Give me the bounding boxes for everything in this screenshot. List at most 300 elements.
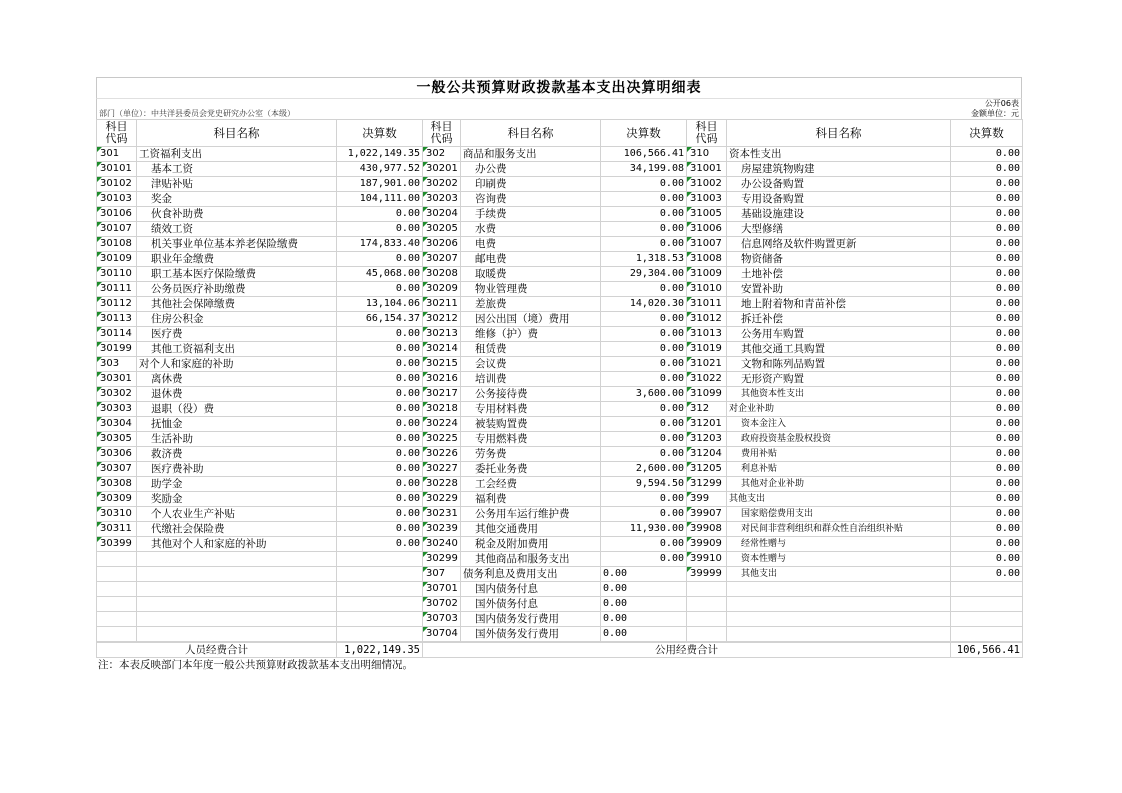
subject-name-2: 其他商品和服务支出 <box>461 552 601 567</box>
table-row <box>97 522 1023 537</box>
amount-1: 0.00 <box>337 357 423 372</box>
subject-name-3: 资本性赠与 <box>727 552 951 567</box>
amount-2: 0.00 <box>601 177 687 192</box>
amount-3: 0.00 <box>951 177 1023 192</box>
subject-code-1: 301 <box>97 147 137 162</box>
subject-code-1: 30110 <box>97 267 137 282</box>
table-row <box>97 537 1023 552</box>
subject-name-3 <box>727 627 951 642</box>
subject-code-1: 30103 <box>97 192 137 207</box>
amount-2: 0.00 <box>601 417 687 432</box>
amount-2: 0.00 <box>601 312 687 327</box>
subject-name-1: 公务员医疗补助缴费 <box>137 282 337 297</box>
subject-code-2: 30702 <box>423 597 461 612</box>
subject-name-3 <box>727 582 951 597</box>
header-code-2: 科目 代码 <box>423 120 461 147</box>
subject-name-3: 公务用车购置 <box>727 327 951 342</box>
subject-name-1: 伙食补助费 <box>137 207 337 222</box>
table-row <box>97 162 1023 177</box>
amount-1: 0.00 <box>337 222 423 237</box>
amount-1: 13,104.06 <box>337 297 423 312</box>
subject-name-2: 物业管理费 <box>461 282 601 297</box>
subject-code-2: 30240 <box>423 537 461 552</box>
subject-code-3: 31013 <box>687 327 727 342</box>
subject-code-1: 30304 <box>97 417 137 432</box>
table-row <box>97 177 1023 192</box>
table-row <box>97 372 1023 387</box>
subject-name-1 <box>137 612 337 627</box>
department-label: 部门（单位）：中共洋县委员会党史研究办公室（本级） <box>99 109 295 118</box>
header-name-2: 科目名称 <box>461 120 601 147</box>
subject-code-2: 30228 <box>423 477 461 492</box>
amount-3: 0.00 <box>951 507 1023 522</box>
table-row <box>97 282 1023 297</box>
subject-code-2: 30213 <box>423 327 461 342</box>
amount-1: 0.00 <box>337 462 423 477</box>
subject-code-1: 30106 <box>97 207 137 222</box>
personnel-total-value: 1,022,149.35 <box>337 643 423 658</box>
subject-name-3: 物资储备 <box>727 252 951 267</box>
subject-name-1 <box>137 582 337 597</box>
table-row <box>97 552 1023 567</box>
subject-name-3: 国家赔偿费用支出 <box>727 507 951 522</box>
subject-code-1: 30305 <box>97 432 137 447</box>
amount-1: 45,068.00 <box>337 267 423 282</box>
amount-1: 174,833.40 <box>337 237 423 252</box>
subject-code-2: 30704 <box>423 627 461 642</box>
subject-name-1: 对个人和家庭的补助 <box>137 357 337 372</box>
subject-code-1: 30309 <box>97 492 137 507</box>
subject-code-2: 307 <box>423 567 461 582</box>
header-name-3: 科目名称 <box>727 120 951 147</box>
amount-1: 187,901.00 <box>337 177 423 192</box>
amount-3: 0.00 <box>951 447 1023 462</box>
amount-1: 0.00 <box>337 282 423 297</box>
subject-name-2: 公务用车运行维护费 <box>461 507 601 522</box>
amount-1 <box>337 552 423 567</box>
subject-code-3 <box>687 627 727 642</box>
public-total-value: 106,566.41 <box>951 643 1023 658</box>
subject-name-2: 工会经费 <box>461 477 601 492</box>
amount-2: 2,600.00 <box>601 462 687 477</box>
amount-1: 66,154.37 <box>337 312 423 327</box>
table-row <box>97 297 1023 312</box>
table-row <box>97 402 1023 417</box>
subject-code-1 <box>97 597 137 612</box>
amount-3 <box>951 582 1023 597</box>
subject-name-1: 住房公积金 <box>137 312 337 327</box>
amount-1: 0.00 <box>337 252 423 267</box>
amount-3: 0.00 <box>951 237 1023 252</box>
subject-name-3: 利息补贴 <box>727 462 951 477</box>
amount-1: 0.00 <box>337 522 423 537</box>
subject-code-2: 30225 <box>423 432 461 447</box>
subject-code-1 <box>97 552 137 567</box>
subject-code-2: 30208 <box>423 267 461 282</box>
subject-code-1 <box>97 612 137 627</box>
subject-name-1: 工资福利支出 <box>137 147 337 162</box>
subject-code-2: 30204 <box>423 207 461 222</box>
report-sheet <box>96 77 1022 672</box>
amount-2: 0.00 <box>601 507 687 522</box>
table-row <box>97 222 1023 237</box>
subject-code-3: 31204 <box>687 447 727 462</box>
subject-name-3: 对企业补助 <box>727 402 951 417</box>
amount-3: 0.00 <box>951 162 1023 177</box>
subject-name-2: 差旅费 <box>461 297 601 312</box>
subject-name-2: 债务利息及费用支出 <box>461 567 601 582</box>
subject-name-3: 经常性赠与 <box>727 537 951 552</box>
subject-name-3: 大型修缮 <box>727 222 951 237</box>
amount-3: 0.00 <box>951 387 1023 402</box>
amount-1 <box>337 612 423 627</box>
subject-code-1: 30306 <box>97 447 137 462</box>
subject-code-1: 30111 <box>97 282 137 297</box>
table-row <box>97 477 1023 492</box>
subject-code-2: 30227 <box>423 462 461 477</box>
subject-code-3: 31003 <box>687 192 727 207</box>
subject-name-2: 印刷费 <box>461 177 601 192</box>
subject-name-2: 办公费 <box>461 162 601 177</box>
subject-name-2: 国外债务发行费用 <box>461 627 601 642</box>
subject-name-1 <box>137 552 337 567</box>
amount-2: 0.00 <box>601 222 687 237</box>
subject-name-2: 被装购置费 <box>461 417 601 432</box>
subject-code-2: 30229 <box>423 492 461 507</box>
subject-name-2: 劳务费 <box>461 447 601 462</box>
subject-code-1: 30108 <box>97 237 137 252</box>
subject-name-2: 福利费 <box>461 492 601 507</box>
amount-1: 104,111.00 <box>337 192 423 207</box>
subject-code-1: 30199 <box>97 342 137 357</box>
subject-name-3: 信息网络及软件购置更新 <box>727 237 951 252</box>
subject-code-1: 30109 <box>97 252 137 267</box>
subject-name-3: 其他资本性支出 <box>727 387 951 402</box>
subject-code-3: 31203 <box>687 432 727 447</box>
subject-code-3: 31010 <box>687 282 727 297</box>
subject-code-3: 39999 <box>687 567 727 582</box>
amount-1: 0.00 <box>337 537 423 552</box>
amount-3: 0.00 <box>951 327 1023 342</box>
subject-name-2: 维修（护）费 <box>461 327 601 342</box>
subject-code-3: 39908 <box>687 522 727 537</box>
subject-code-2: 30211 <box>423 297 461 312</box>
subject-name-3: 专用设备购置 <box>727 192 951 207</box>
subject-name-3: 其他对企业补助 <box>727 477 951 492</box>
subject-name-3: 办公设备购置 <box>727 177 951 192</box>
subject-name-2: 国外债务付息 <box>461 597 601 612</box>
subject-name-3: 其他支出 <box>727 492 951 507</box>
table-row <box>97 357 1023 372</box>
subject-name-3 <box>727 612 951 627</box>
amount-2: 9,594.50 <box>601 477 687 492</box>
subject-name-2: 会议费 <box>461 357 601 372</box>
header-amount-1: 决算数 <box>337 120 423 147</box>
table-row <box>97 612 1023 627</box>
totals-row <box>97 643 1023 658</box>
subject-code-1: 30307 <box>97 462 137 477</box>
subject-name-2: 水费 <box>461 222 601 237</box>
amount-2: 0.00 <box>601 192 687 207</box>
subject-code-2: 30201 <box>423 162 461 177</box>
amount-2: 1,318.53 <box>601 252 687 267</box>
subject-name-3 <box>727 597 951 612</box>
table-row <box>97 387 1023 402</box>
subject-code-3: 31019 <box>687 342 727 357</box>
amount-2: 0.00 <box>601 372 687 387</box>
subject-name-3: 费用补贴 <box>727 447 951 462</box>
subject-name-1: 奖励金 <box>137 492 337 507</box>
subject-code-1 <box>97 582 137 597</box>
amount-3: 0.00 <box>951 312 1023 327</box>
subject-name-1: 医疗费 <box>137 327 337 342</box>
subject-name-1 <box>137 597 337 612</box>
subject-name-3: 其他交通工具购置 <box>727 342 951 357</box>
amount-1 <box>337 597 423 612</box>
public-total-label: 公用经费合计 <box>423 643 951 658</box>
amount-2: 0.00 <box>601 582 687 597</box>
subject-code-2: 30217 <box>423 387 461 402</box>
subject-code-1: 30311 <box>97 522 137 537</box>
subject-name-1: 助学金 <box>137 477 337 492</box>
subject-code-2: 30212 <box>423 312 461 327</box>
subject-code-2: 30202 <box>423 177 461 192</box>
table-row <box>97 447 1023 462</box>
amount-2: 0.00 <box>601 432 687 447</box>
table-row <box>97 267 1023 282</box>
subject-name-3: 安置补助 <box>727 282 951 297</box>
subject-code-3: 39910 <box>687 552 727 567</box>
table-row <box>97 237 1023 252</box>
subject-name-1: 奖金 <box>137 192 337 207</box>
subject-code-3: 310 <box>687 147 727 162</box>
amount-1: 0.00 <box>337 327 423 342</box>
amount-2: 29,304.00 <box>601 267 687 282</box>
amount-2: 3,600.00 <box>601 387 687 402</box>
subject-code-2: 30215 <box>423 357 461 372</box>
amount-2: 0.00 <box>601 342 687 357</box>
subject-code-3: 31021 <box>687 357 727 372</box>
subject-name-1: 绩效工资 <box>137 222 337 237</box>
subject-code-3 <box>687 582 727 597</box>
subject-name-1: 津贴补贴 <box>137 177 337 192</box>
amount-1: 0.00 <box>337 447 423 462</box>
subject-name-1: 机关事业单位基本养老保险缴费 <box>137 237 337 252</box>
table-row <box>97 567 1023 582</box>
amount-3: 0.00 <box>951 552 1023 567</box>
amount-1: 0.00 <box>337 417 423 432</box>
subject-name-3: 政府投资基金股权投资 <box>727 432 951 447</box>
subject-name-2: 专用材料费 <box>461 402 601 417</box>
subject-code-1: 30301 <box>97 372 137 387</box>
subject-name-3: 基础设施建设 <box>727 207 951 222</box>
table-row <box>97 597 1023 612</box>
subject-name-1: 救济费 <box>137 447 337 462</box>
table-row <box>97 417 1023 432</box>
amount-3: 0.00 <box>951 357 1023 372</box>
amount-2: 0.00 <box>601 552 687 567</box>
amount-3: 0.00 <box>951 192 1023 207</box>
subject-name-2: 电费 <box>461 237 601 252</box>
amount-2: 0.00 <box>601 597 687 612</box>
amount-2: 0.00 <box>601 282 687 297</box>
amount-1: 0.00 <box>337 207 423 222</box>
subject-code-1: 30308 <box>97 477 137 492</box>
amount-1: 0.00 <box>337 372 423 387</box>
subject-name-3: 房屋建筑物购建 <box>727 162 951 177</box>
subject-name-2: 因公出国（境）费用 <box>461 312 601 327</box>
amount-3: 0.00 <box>951 492 1023 507</box>
subject-name-2: 委托业务费 <box>461 462 601 477</box>
amount-2: 14,020.30 <box>601 297 687 312</box>
table-row <box>97 207 1023 222</box>
amount-3: 0.00 <box>951 297 1023 312</box>
subject-name-3: 其他支出 <box>727 567 951 582</box>
subject-name-1: 个人农业生产补贴 <box>137 507 337 522</box>
subject-code-2: 30206 <box>423 237 461 252</box>
amount-3: 0.00 <box>951 342 1023 357</box>
subject-code-3: 31007 <box>687 237 727 252</box>
subject-name-1 <box>137 567 337 582</box>
subject-code-1: 30303 <box>97 402 137 417</box>
subject-code-3: 31006 <box>687 222 727 237</box>
subject-code-3: 31001 <box>687 162 727 177</box>
subject-code-1: 30302 <box>97 387 137 402</box>
amount-2: 0.00 <box>601 357 687 372</box>
subject-code-3: 31005 <box>687 207 727 222</box>
subject-name-1: 其他工资福利支出 <box>137 342 337 357</box>
subject-code-1 <box>97 567 137 582</box>
report-title: 一般公共预算财政拨款基本支出决算明细表 <box>96 77 1022 98</box>
amount-3: 0.00 <box>951 567 1023 582</box>
subject-name-3: 文物和陈列品购置 <box>727 357 951 372</box>
header-name-1: 科目名称 <box>137 120 337 147</box>
table-row <box>97 342 1023 357</box>
table-row <box>97 507 1023 522</box>
subject-code-2: 30224 <box>423 417 461 432</box>
subject-name-3: 土地补偿 <box>727 267 951 282</box>
amount-1: 0.00 <box>337 387 423 402</box>
subject-code-3: 31201 <box>687 417 727 432</box>
subject-name-2: 培训费 <box>461 372 601 387</box>
table-row <box>97 627 1023 642</box>
subject-code-3: 39909 <box>687 537 727 552</box>
subject-name-3: 无形资产购置 <box>727 372 951 387</box>
header-amount-3: 决算数 <box>951 120 1023 147</box>
subject-name-1: 基本工资 <box>137 162 337 177</box>
subject-name-1: 职业年金缴费 <box>137 252 337 267</box>
subject-name-2: 国内债务付息 <box>461 582 601 597</box>
totals-table <box>96 642 1023 658</box>
table-row <box>97 492 1023 507</box>
table-row <box>97 432 1023 447</box>
amount-3 <box>951 597 1023 612</box>
subject-name-2: 手续费 <box>461 207 601 222</box>
subject-name-2: 咨询费 <box>461 192 601 207</box>
subject-code-1: 30113 <box>97 312 137 327</box>
amount-1: 0.00 <box>337 402 423 417</box>
subject-code-3: 31099 <box>687 387 727 402</box>
subject-name-1: 代缴社会保险费 <box>137 522 337 537</box>
subject-code-1: 30114 <box>97 327 137 342</box>
subject-name-3: 对民间非营利组织和群众性自治组织补贴 <box>727 522 951 537</box>
table-id: 公开06表 <box>984 99 1019 108</box>
amount-3: 0.00 <box>951 402 1023 417</box>
subject-code-3: 31009 <box>687 267 727 282</box>
amount-1: 0.00 <box>337 342 423 357</box>
header-code-1: 科目 代码 <box>97 120 137 147</box>
subject-name-2: 国内债务发行费用 <box>461 612 601 627</box>
table-row <box>97 462 1023 477</box>
subject-name-1: 职工基本医疗保险缴费 <box>137 267 337 282</box>
subject-code-1: 30112 <box>97 297 137 312</box>
amount-1: 0.00 <box>337 507 423 522</box>
header-row <box>97 120 1023 147</box>
amount-3: 0.00 <box>951 417 1023 432</box>
subject-code-3: 399 <box>687 492 727 507</box>
personnel-total-label: 人员经费合计 <box>97 643 337 658</box>
subject-name-2: 租赁费 <box>461 342 601 357</box>
subject-code-3: 31002 <box>687 177 727 192</box>
amount-1: 430,977.52 <box>337 162 423 177</box>
amount-3: 0.00 <box>951 432 1023 447</box>
amount-2: 0.00 <box>601 237 687 252</box>
subject-name-3: 资本金注入 <box>727 417 951 432</box>
amount-2: 0.00 <box>601 207 687 222</box>
amount-2: 0.00 <box>601 327 687 342</box>
subject-code-2: 30207 <box>423 252 461 267</box>
table-row <box>97 252 1023 267</box>
subject-name-2: 专用燃料费 <box>461 432 601 447</box>
subject-name-1: 退职（役）费 <box>137 402 337 417</box>
subject-code-3 <box>687 612 727 627</box>
expenditure-table <box>96 119 1023 642</box>
subject-code-1: 30107 <box>97 222 137 237</box>
amount-2: 0.00 <box>601 537 687 552</box>
subject-name-1: 退休费 <box>137 387 337 402</box>
amount-3 <box>951 612 1023 627</box>
amount-2: 0.00 <box>601 402 687 417</box>
amount-1: 0.00 <box>337 492 423 507</box>
subject-code-2: 30226 <box>423 447 461 462</box>
table-row <box>97 327 1023 342</box>
subject-code-1: 303 <box>97 357 137 372</box>
subject-code-3 <box>687 597 727 612</box>
subject-name-2: 其他交通费用 <box>461 522 601 537</box>
subject-name-2: 税金及附加费用 <box>461 537 601 552</box>
subject-name-1 <box>137 627 337 642</box>
subject-code-2: 30214 <box>423 342 461 357</box>
subject-code-3: 31012 <box>687 312 727 327</box>
amount-2: 0.00 <box>601 627 687 642</box>
amount-1: 0.00 <box>337 477 423 492</box>
subject-name-3: 拆迁补偿 <box>727 312 951 327</box>
subject-code-2: 30239 <box>423 522 461 537</box>
subject-code-3: 39907 <box>687 507 727 522</box>
subject-code-2: 30703 <box>423 612 461 627</box>
amount-2: 0.00 <box>601 612 687 627</box>
subject-name-1: 其他对个人和家庭的补助 <box>137 537 337 552</box>
subject-code-2: 30701 <box>423 582 461 597</box>
subject-name-1: 医疗费补助 <box>137 462 337 477</box>
subject-code-3: 31011 <box>687 297 727 312</box>
dept-row <box>96 109 1022 119</box>
header-amount-2: 决算数 <box>601 120 687 147</box>
subject-code-2: 30231 <box>423 507 461 522</box>
subject-name-3: 地上附着物和青苗补偿 <box>727 297 951 312</box>
amount-3: 0.00 <box>951 207 1023 222</box>
subject-code-3: 31008 <box>687 252 727 267</box>
